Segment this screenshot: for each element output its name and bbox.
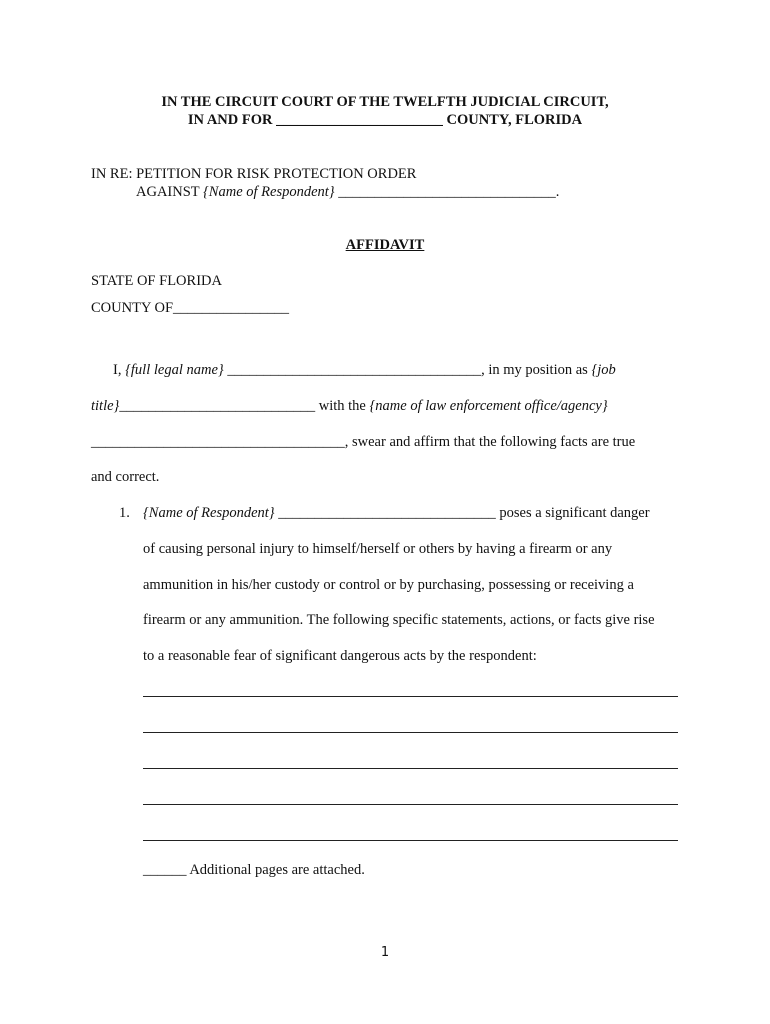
item-1-number: 1. [119, 505, 130, 521]
intro-line-1 [113, 362, 616, 379]
item-1-line-5: to a reasonable fear of significant dangerous acts by the respondent: [143, 648, 537, 664]
document-title: AFFIDAVIT [345, 237, 425, 253]
facts-blank-line-5[interactable] [143, 840, 678, 841]
item-1-respondent-blank[interactable]: ______________________________ poses a significant danger [274, 505, 650, 521]
job-title-placeholder-start: {job [591, 362, 616, 378]
job-title-blank[interactable]: ___________________________ with the [119, 398, 370, 414]
item-1-line-1 [143, 505, 650, 522]
item-1-line-3: ammunition in his/her custody or control or by purchasing, possessing or receiving a [143, 577, 634, 593]
venue-county[interactable]: COUNTY OF________________ [91, 300, 290, 316]
item-1-line-4: firearm or any ammunition. The following specific statements, actions, or facts give rise [143, 612, 655, 628]
job-title-placeholder-end: title} [91, 398, 120, 414]
court-header-line2: IN AND FOR _______________________ COUNTY, FLORIDA [187, 112, 583, 128]
agency-placeholder: {name of law enforcement office/agency} [369, 398, 608, 414]
respondent-name-blank[interactable]: ______________________________. [334, 184, 560, 200]
court-header-line1: IN THE CIRCUIT COURT OF THE TWELFTH JUDICIAL CIRCUIT, [161, 94, 609, 110]
item-1-line-2: of causing personal injury to himself/herself or others by having a firearm or any [143, 541, 613, 557]
intro-line-2 [91, 398, 608, 415]
in-re-line: IN RE: PETITION FOR RISK PROTECTION ORDER [91, 166, 417, 182]
venue-state: STATE OF FLORIDA [91, 273, 222, 289]
against-prefix: AGAINST [136, 184, 200, 200]
facts-blank-line-2[interactable] [143, 732, 678, 733]
full-legal-name-blank[interactable]: ___________________________________, in my position as [223, 362, 592, 378]
intro-line-4: and correct. [91, 469, 160, 485]
intro-prefix: I, [113, 362, 126, 378]
in-re-against-line [136, 184, 559, 201]
facts-blank-line-1[interactable] [143, 696, 678, 697]
page-number: 1 [380, 945, 390, 960]
intro-line-3[interactable]: ___________________________________, swear and affirm that the following facts are true [91, 434, 636, 450]
respondent-name-placeholder: {Name of Respondent} [203, 184, 335, 200]
facts-blank-line-4[interactable] [143, 804, 678, 805]
item-1-respondent-placeholder: {Name of Respondent} [143, 505, 275, 521]
additional-pages-line[interactable]: ______ Additional pages are attached. [143, 862, 365, 878]
full-legal-name-placeholder: {full legal name} [125, 362, 224, 378]
facts-blank-line-3[interactable] [143, 768, 678, 769]
